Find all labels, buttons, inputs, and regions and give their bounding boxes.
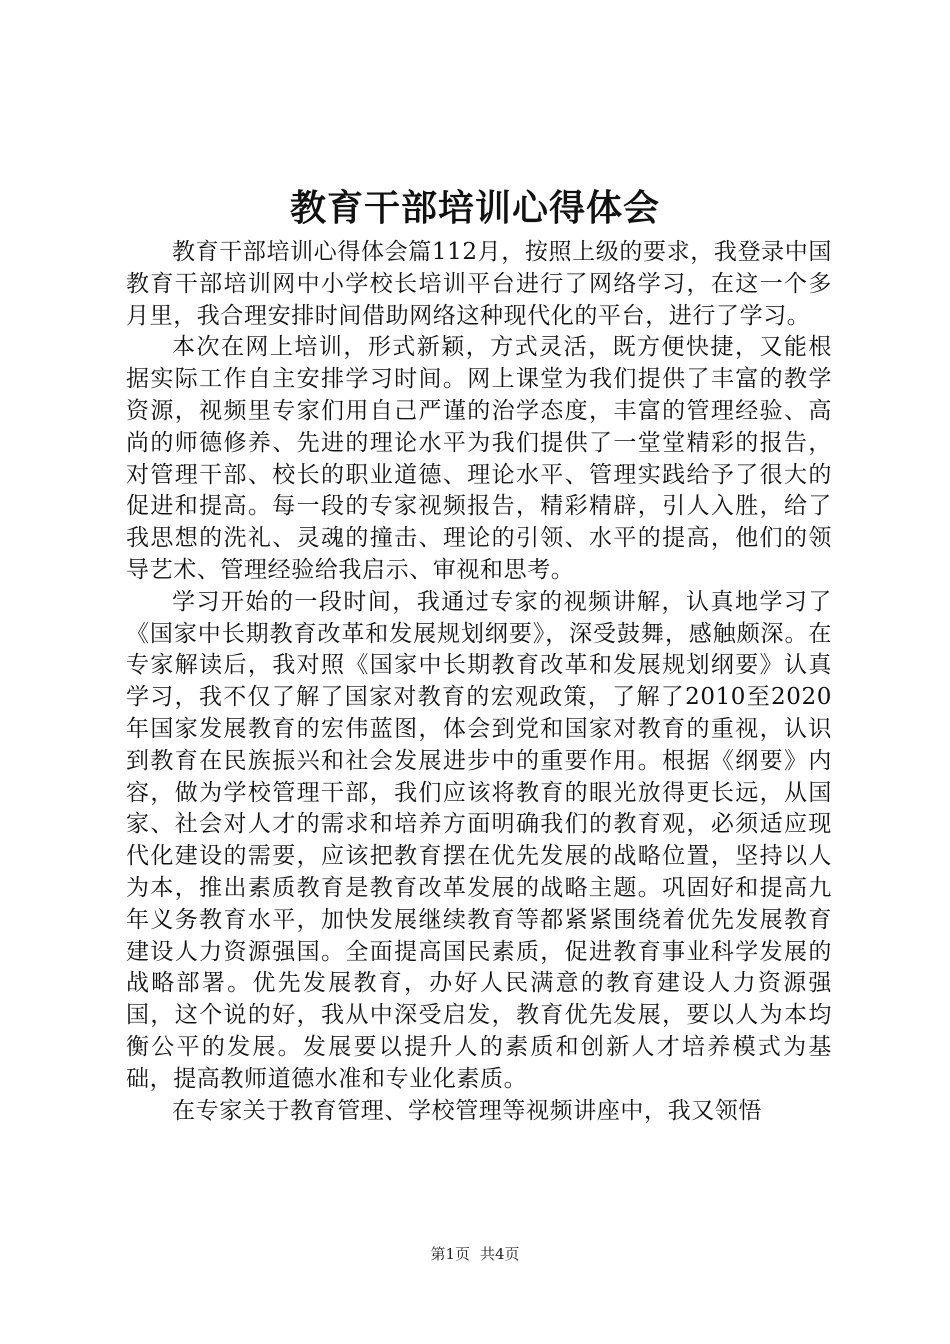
document-title: 教育干部培训心得体会: [289, 188, 660, 229]
paragraph: 在专家关于教育管理、学校管理等视频讲座中，我又领悟: [172, 1097, 762, 1124]
paragraph: 本次在网上培训，形式新颖，方式灵活，既方便快捷，又能根据实际工作自主安排学习时间。网上课堂为我们提供了丰富的教学资源，视频里专家们用自己严谨的治学态度，丰富的管理经验、高尚的师德修养、先进的理论水平为我们提供了一堂堂精彩的报告，对管理干部、校长的职业道德、理论水平、管理实践给予了很大的促进和提高。每一段的专家视频报告，精彩精辟，引人入胜，给了我思想的洗礼、灵魂的撞击、理论的引领、水平的提高，他们的领导艺术、管理经验给我启示、审视和思考。: [126, 334, 832, 583]
page-footer: [0, 1244, 950, 1264]
page-number: 第1页: [430, 1245, 470, 1263]
page-total: 共4页: [480, 1245, 520, 1263]
paragraph: 教育干部培训心得体会篇112月，按照上级的要求，我登录中国教育干部培训网中小学校长培训平台进行了网络学习，在这一个多月里，我合理安排时间借助网络这种现代化的平台，进行了学习。: [126, 239, 832, 329]
document-body: [126, 237, 832, 1127]
paragraph: 学习开始的一段时间，我通过专家的视频讲解，认真地学习了《国家中长期教育改革和发展规划纲要》，深受鼓舞，感触颇深。在专家解读后，我对照《国家中长期教育改革和发展规划纲要》认真学习，我不仅了解了国家对教育的宏观政策，了解了2010至2020年国家发展教育的宏伟蓝图，体会到党和国家对教育的重视，认识到教育在民族振兴和社会发展进步中的重要作用。根据《纲要》内容，做为学校管理干部，我们应该将教育的眼光放得更长远，从国家、社会对人才的需求和培养方面明确我们的教育观，必须适应现代化建设的需要，应该把教育摆在优先发展的战略位置，坚持以人为本，推出素质教育是教育改革发展的战略主题。巩固好和提高九年义务教育水平，加快发展继续教育等都紧紧围绕着优先发展教育建设人力资源强国。全面提高国民素质，促进教育事业科学发展的战略部署。优先发展教育，办好人民满意的教育建设人力资源强国，这个说的好，我从中深受启发，教育优先发展，要以人为本均衡公平的发展。发展要以提升人的素质和创新人才培养模式为基础，提高教师道德水准和专业化素质。: [126, 588, 832, 1092]
